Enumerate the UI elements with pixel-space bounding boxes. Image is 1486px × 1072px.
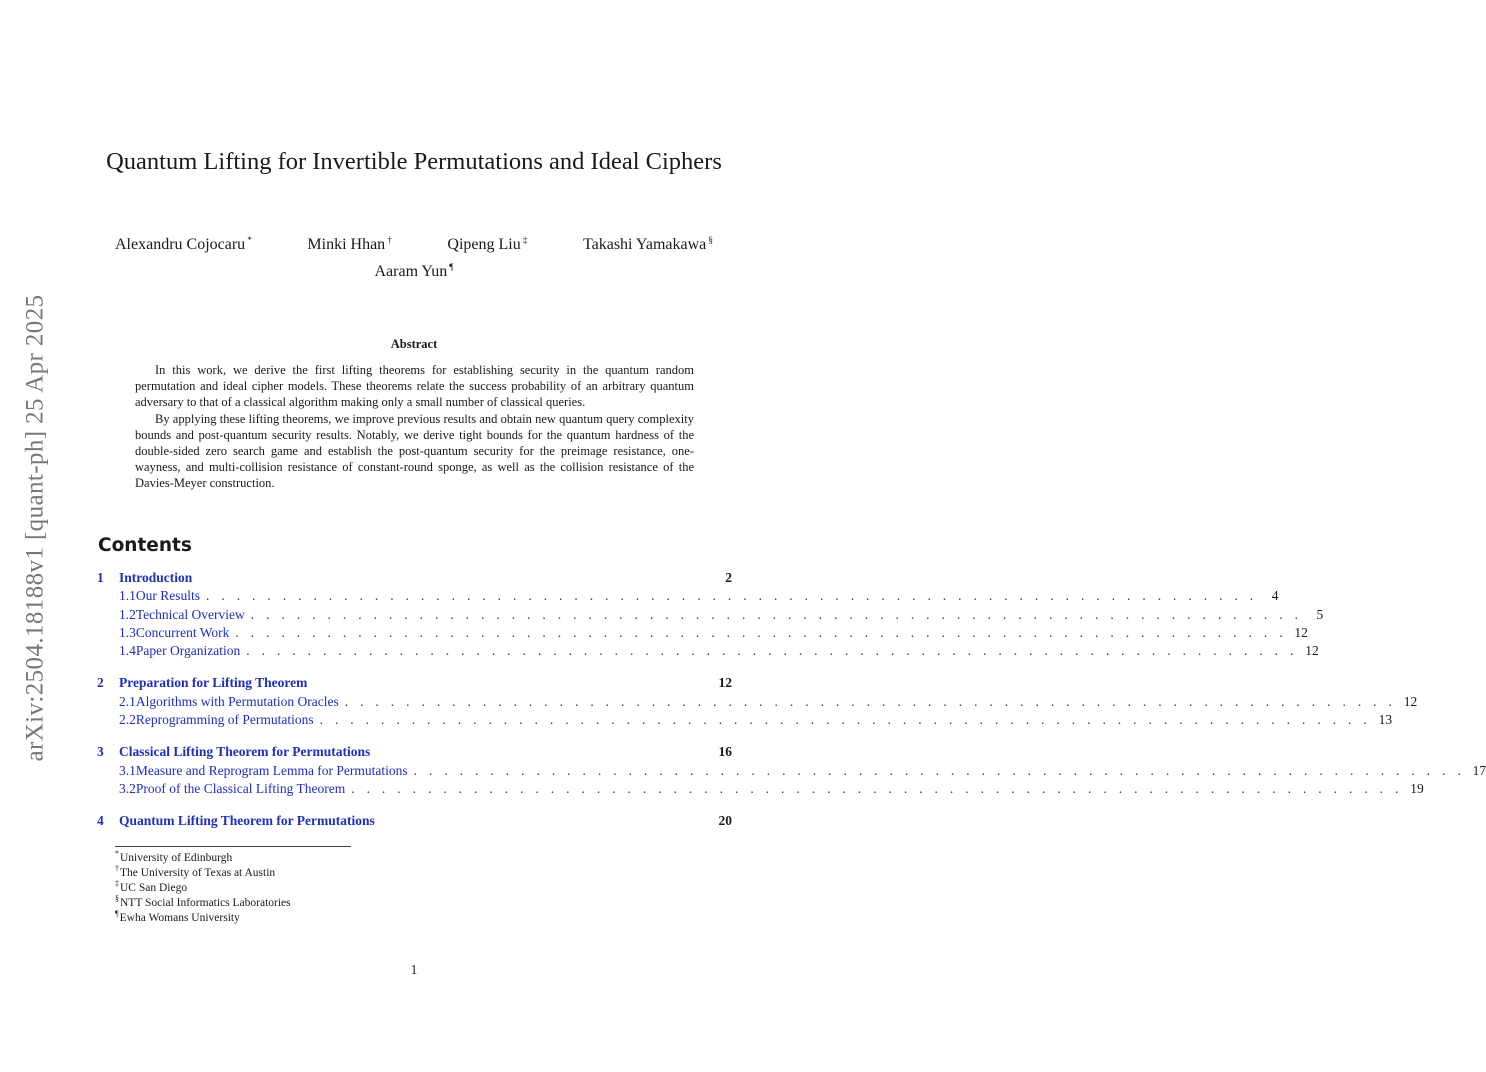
- toc-subsection-number: 1.3: [119, 624, 136, 640]
- author-affiliation-mark: ¶: [449, 262, 454, 273]
- footnote-mark: †: [115, 864, 119, 874]
- toc-page-number: 16: [718, 744, 732, 760]
- abstract-paragraph: In this work, we derive the first lifting theorems for establishing security in the quantum random permutation and ideal cipher models. These theorems relate the success probability of an arbitrary quantum adversary to that of a classical algorithm making only a small number of classical queries.: [135, 363, 694, 410]
- toc-subsection-number: 1.1: [119, 588, 136, 604]
- footnote-mark: ¶: [115, 909, 119, 919]
- footnote-text: NTT Social Informatics Laboratories: [120, 897, 291, 909]
- author-name: Alexandru Cojocaru: [115, 236, 246, 253]
- footnote: [115, 896, 291, 911]
- toc-section: [97, 744, 1486, 799]
- toc-page-number: 12: [1305, 643, 1319, 659]
- toc-section-number: 3: [97, 744, 104, 760]
- toc-page-number: 12: [1294, 624, 1308, 640]
- toc-dot-leader: . . . . . . . . . . . . . . . . . . . . . . . . . . . . . . . . . . . . . . . . . . . . . . . . . . . . . . . . . . . . . . . . . . . . .: [413, 762, 1466, 778]
- toc-page-number: 19: [1410, 780, 1424, 796]
- abstract-body: [135, 362, 694, 492]
- toc-entry-reprogramming[interactable]: [97, 712, 1393, 730]
- arxiv-identifier: arXiv:2504.18188v1 [quant-ph] 25 Apr 2025: [22, 293, 50, 762]
- toc-section-link[interactable]: Classical Lifting Theorem for Permutations: [119, 744, 371, 760]
- author-name: Takashi Yamakawa: [582, 236, 707, 253]
- toc-entry-classical-lifting[interactable]: [97, 744, 732, 762]
- author-list-continued: [100, 263, 728, 281]
- author: [115, 236, 252, 254]
- toc-section: [97, 813, 732, 831]
- toc-subsection-number: 2.2: [119, 712, 136, 728]
- toc-subsection-number: 1.2: [119, 606, 136, 622]
- author-affiliation-mark: §: [708, 235, 713, 246]
- toc-subsection-link[interactable]: Our Results: [135, 588, 200, 604]
- toc-entry-paper-organization[interactable]: [97, 643, 1319, 661]
- contents-heading: Contents: [98, 535, 192, 556]
- toc-dot-leader: . . . . . . . . . . . . . . . . . . . . . . . . . . . . . . . . . . . . . . . . . . . . . . . . . . . . . . . . . . . . . . . . . . . . .: [250, 606, 1303, 622]
- toc-entry-technical-overview[interactable]: [97, 606, 1324, 625]
- footnote-mark: §: [115, 894, 119, 904]
- footnotes: [115, 851, 291, 926]
- author-list: [115, 236, 713, 254]
- author-name: Qipeng Liu: [447, 236, 521, 253]
- toc-section-link[interactable]: Quantum Lifting Theorem for Permutations: [119, 813, 375, 829]
- toc-page-number: 5: [1316, 606, 1324, 622]
- toc-dot-leader: . . . . . . . . . . . . . . . . . . . . . . . . . . . . . . . . . . . . . . . . . . . . . . . . . . . . . . . . . . . . . . . . . . . . .: [246, 643, 1298, 659]
- footnote-mark: *: [115, 849, 119, 859]
- paper-title: Quantum Lifting for Invertible Permutations and Ideal Ciphers: [106, 148, 722, 175]
- abstract-heading: Abstract: [390, 337, 438, 351]
- author-affiliation-mark: †: [387, 235, 392, 246]
- toc-section: [97, 675, 1418, 730]
- toc-section-number: 1: [97, 570, 104, 585]
- footnote-mark: ‡: [115, 879, 119, 889]
- toc-section: [97, 570, 1324, 661]
- author-name: Minki Hhan: [307, 236, 386, 253]
- toc-subsection-number: 3.2: [119, 780, 136, 796]
- toc-entry-our-results[interactable]: [97, 588, 1279, 606]
- toc-page-number: 17: [1472, 762, 1486, 778]
- toc-subsection-link[interactable]: Measure and Reprogram Lemma for Permutations: [135, 762, 408, 778]
- toc-subsection-link[interactable]: Reprogramming of Permutations: [135, 712, 314, 728]
- toc-entry-preparation[interactable]: [97, 675, 732, 693]
- toc-subsection-number: 1.4: [119, 643, 136, 659]
- toc-entry-quantum-lifting[interactable]: [97, 813, 732, 831]
- toc-entry-measure-reprogram[interactable]: [97, 762, 1486, 781]
- author-name: Aaram Yun: [374, 263, 448, 280]
- toc-subsection-link[interactable]: Proof of the Classical Lifting Theorem: [135, 780, 346, 796]
- toc-entry-algorithms-permutation-oracles[interactable]: [97, 693, 1418, 712]
- toc-page-number: 20: [718, 813, 732, 829]
- footnote-text: University of Edinburgh: [120, 852, 233, 864]
- toc-section-link[interactable]: Introduction: [119, 570, 193, 585]
- toc-page-number: 12: [1403, 693, 1418, 709]
- toc-section-number: 2: [97, 675, 104, 691]
- footnote: [115, 881, 291, 896]
- author: [447, 236, 527, 254]
- toc-subsection-link[interactable]: Concurrent Work: [135, 624, 230, 640]
- toc-subsection-link[interactable]: Paper Organization: [135, 643, 241, 659]
- toc-subsection-number: 2.1: [119, 693, 136, 709]
- toc-dot-leader: . . . . . . . . . . . . . . . . . . . . . . . . . . . . . . . . . . . . . . . . . . . . . . . . . . . . . . . . . . . . . . . . . . . . .: [344, 693, 1397, 709]
- toc-dot-leader: . . . . . . . . . . . . . . . . . . . . . . . . . . . . . . . . . . . . . . . . . . . . . . . . . . . . . . . . . . . . . . . . . . . . .: [235, 624, 1287, 640]
- footnote-text: The University of Texas at Austin: [120, 867, 276, 879]
- toc-page-number: 12: [718, 675, 732, 691]
- arxiv-stamp: [16, 275, 56, 780]
- author: [583, 236, 713, 254]
- footnote-text: UC San Diego: [120, 882, 188, 894]
- page-number: 1: [410, 962, 418, 977]
- abstract-paragraph: By applying these lifting theorems, we improve previous results and obtain new quantum query complexity bounds and post-quantum security results. Notably, we derive tight bounds for the quantum hardness of the double-sided zero search game and establish the post-quantum security for the preimage resistance, one-wayness, and multi-collision resistance of constant-round sponge, as well as the collision resistance of the Davies-Meyer construction.: [135, 411, 694, 491]
- toc-section-link[interactable]: Preparation for Lifting Theorem: [119, 675, 308, 691]
- footnote-divider: [115, 846, 351, 847]
- footnote: [115, 911, 291, 926]
- author: [374, 263, 453, 280]
- toc-entry-concurrent-work[interactable]: [97, 624, 1308, 643]
- toc-section-number: 4: [97, 813, 104, 829]
- toc-subsection-link[interactable]: Technical Overview: [135, 606, 245, 622]
- toc-entry-introduction[interactable]: [97, 570, 732, 588]
- footnote: [115, 851, 291, 866]
- toc-page-number: 2: [725, 570, 732, 585]
- toc-entry-proof-classical-lifting[interactable]: [97, 780, 1424, 799]
- table-of-contents: [97, 570, 1486, 846]
- toc-page-number: 4: [1271, 588, 1279, 604]
- toc-dot-leader: . . . . . . . . . . . . . . . . . . . . . . . . . . . . . . . . . . . . . . . . . . . . . . . . . . . . . . . . . . . . . . . . . . . . .: [351, 780, 1403, 796]
- toc-subsection-link[interactable]: Algorithms with Permutation Oracles: [135, 693, 339, 709]
- toc-dot-leader: . . . . . . . . . . . . . . . . . . . . . . . . . . . . . . . . . . . . . . . . . . . . . . . . . . . . . . . . . . . . . . . . . . . . .: [206, 588, 1258, 604]
- author-affiliation-mark: *: [247, 235, 252, 246]
- footnote: [115, 866, 291, 881]
- author: [307, 236, 392, 254]
- author-affiliation-mark: ‡: [522, 235, 528, 246]
- toc-subsection-number: 3.1: [119, 762, 136, 778]
- toc-page-number: 13: [1378, 712, 1393, 728]
- footnote-text: Ewha Womans University: [119, 912, 240, 924]
- toc-dot-leader: . . . . . . . . . . . . . . . . . . . . . . . . . . . . . . . . . . . . . . . . . . . . . . . . . . . . . . . . . . . . . . . . . . . . .: [319, 712, 1372, 728]
